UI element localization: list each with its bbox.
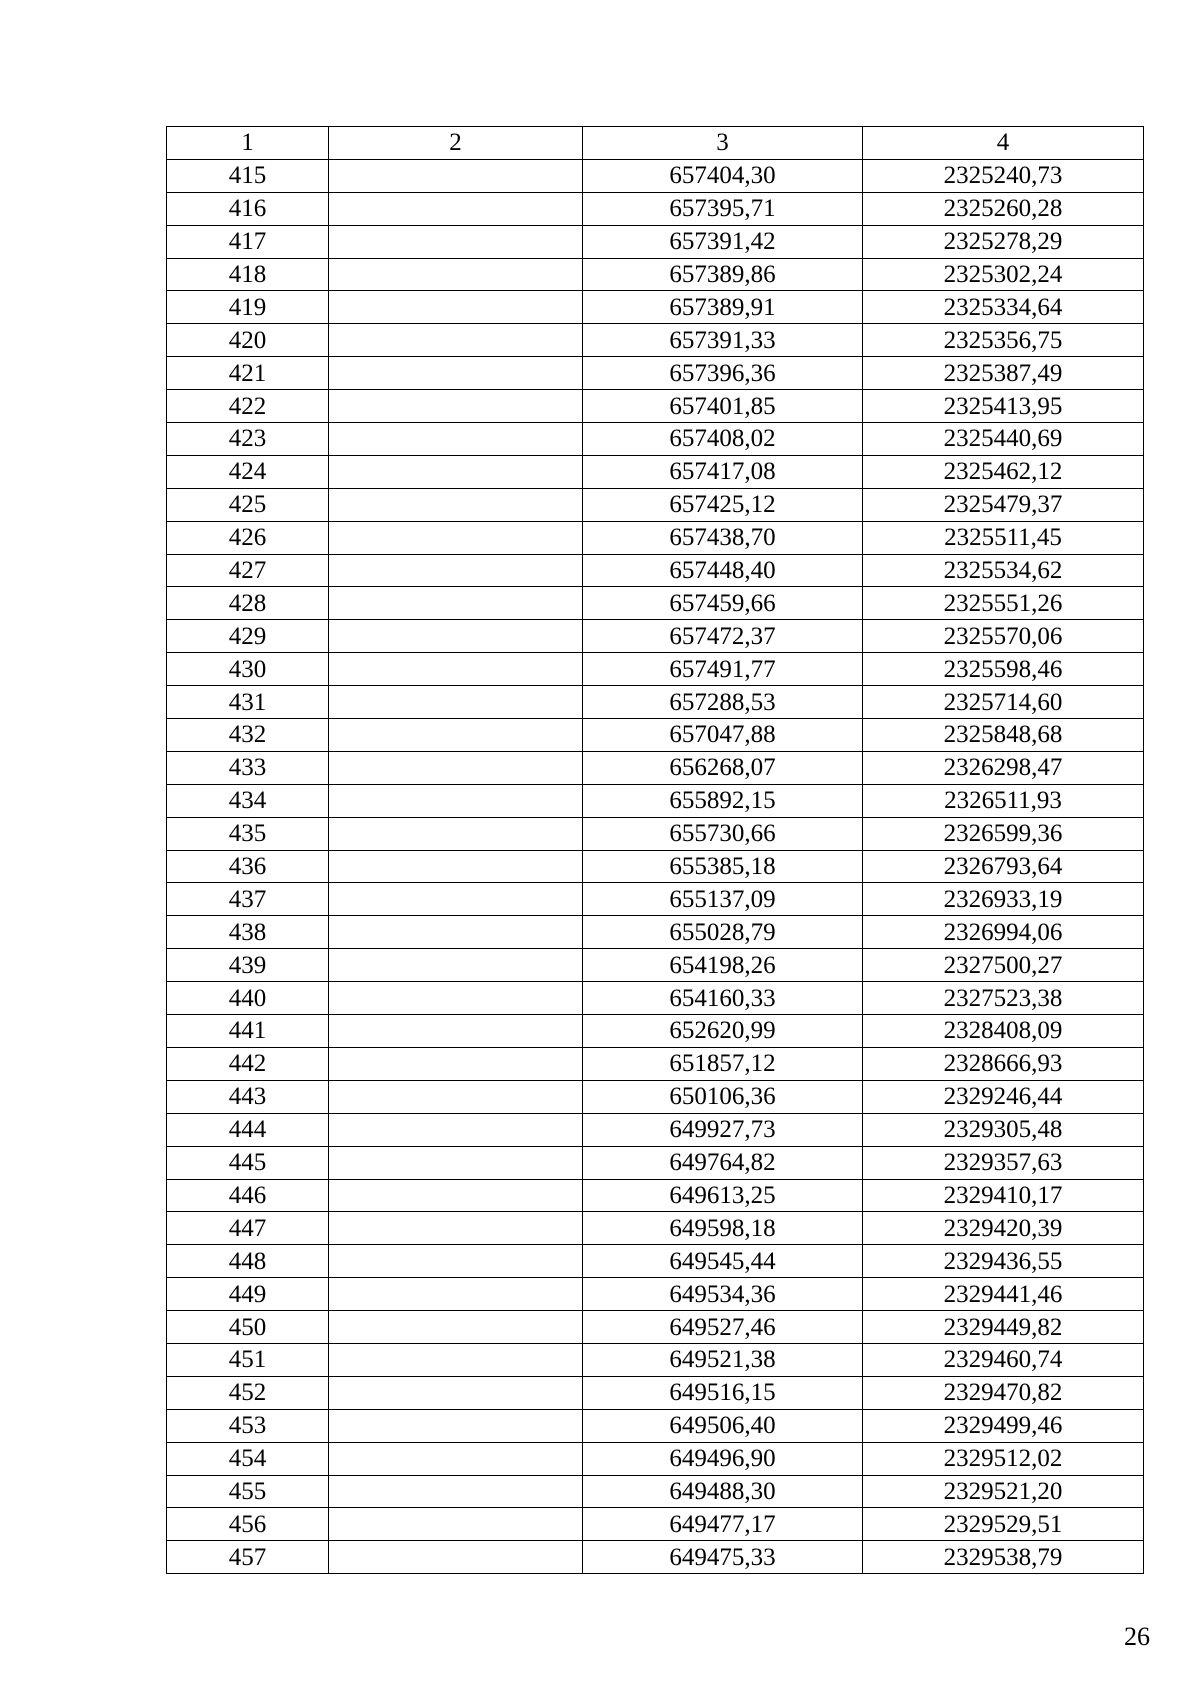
- table-row: [167, 1343, 1144, 1376]
- table-row: [167, 817, 1144, 850]
- point-number-cell: 425: [167, 488, 329, 521]
- point-number-cell: 432: [167, 719, 329, 752]
- point-number-cell: 442: [167, 1047, 329, 1080]
- point-number-cell: 420: [167, 324, 329, 357]
- point-number-cell: 434: [167, 784, 329, 817]
- table-row: [167, 521, 1144, 554]
- point-number-cell: 455: [167, 1475, 329, 1508]
- point-number-cell: 444: [167, 1113, 329, 1146]
- table-row: [167, 1245, 1144, 1278]
- empty-cell: [329, 554, 583, 587]
- page-number: 26: [1124, 1622, 1150, 1651]
- point-number-cell: 437: [167, 883, 329, 916]
- y-coordinate-cell: 2329512,02: [863, 1442, 1144, 1475]
- empty-cell: [329, 883, 583, 916]
- y-coordinate-cell: 2329460,74: [863, 1343, 1144, 1376]
- x-coordinate-cell: 649527,46: [583, 1311, 863, 1344]
- empty-cell: [329, 390, 583, 423]
- x-coordinate-cell: 655730,66: [583, 817, 863, 850]
- point-number-cell: 427: [167, 554, 329, 587]
- x-coordinate-cell: 656268,07: [583, 751, 863, 784]
- y-coordinate-cell: 2325570,06: [863, 620, 1144, 653]
- point-number-cell: 457: [167, 1541, 329, 1574]
- table-row: [167, 225, 1144, 258]
- y-coordinate-cell: 2329499,46: [863, 1409, 1144, 1442]
- point-number-cell: 447: [167, 1212, 329, 1245]
- y-coordinate-cell: 2329410,17: [863, 1179, 1144, 1212]
- point-number-cell: 431: [167, 686, 329, 719]
- empty-cell: [329, 751, 583, 784]
- x-coordinate-cell: 657288,53: [583, 686, 863, 719]
- empty-cell: [329, 620, 583, 653]
- table-row: [167, 1113, 1144, 1146]
- empty-cell: [329, 291, 583, 324]
- table-row: [167, 883, 1144, 916]
- x-coordinate-cell: 657425,12: [583, 488, 863, 521]
- empty-cell: [329, 258, 583, 291]
- y-coordinate-cell: 2326793,64: [863, 850, 1144, 883]
- point-number-cell: 422: [167, 390, 329, 423]
- x-coordinate-cell: 649475,33: [583, 1541, 863, 1574]
- y-coordinate-cell: 2327523,38: [863, 982, 1144, 1015]
- x-coordinate-cell: 649545,44: [583, 1245, 863, 1278]
- y-coordinate-cell: 2325440,69: [863, 423, 1144, 456]
- empty-cell: [329, 1113, 583, 1146]
- y-coordinate-cell: 2329521,20: [863, 1475, 1144, 1508]
- point-number-cell: 448: [167, 1245, 329, 1278]
- table-row: [167, 159, 1144, 192]
- coordinates-table: [166, 126, 1144, 1574]
- empty-cell: [329, 1047, 583, 1080]
- x-coordinate-cell: 657448,40: [583, 554, 863, 587]
- empty-cell: [329, 1245, 583, 1278]
- table-row: [167, 1015, 1144, 1048]
- table-row: [167, 1508, 1144, 1541]
- table-row: [167, 357, 1144, 390]
- empty-cell: [329, 817, 583, 850]
- point-number-cell: 430: [167, 653, 329, 686]
- table-row: [167, 258, 1144, 291]
- table-row: [167, 488, 1144, 521]
- table-row: [167, 423, 1144, 456]
- x-coordinate-cell: 649598,18: [583, 1212, 863, 1245]
- table-row: [167, 949, 1144, 982]
- table-row: [167, 192, 1144, 225]
- table-row: [167, 1080, 1144, 1113]
- y-coordinate-cell: 2326933,19: [863, 883, 1144, 916]
- y-coordinate-cell: 2325260,28: [863, 192, 1144, 225]
- table-row: [167, 291, 1144, 324]
- point-number-cell: 443: [167, 1080, 329, 1113]
- x-coordinate-cell: 649613,25: [583, 1179, 863, 1212]
- table-row: [167, 686, 1144, 719]
- empty-cell: [329, 1179, 583, 1212]
- x-coordinate-cell: 657408,02: [583, 423, 863, 456]
- y-coordinate-cell: 2325240,73: [863, 159, 1144, 192]
- y-coordinate-cell: 2326298,47: [863, 751, 1144, 784]
- table-row: [167, 982, 1144, 1015]
- empty-cell: [329, 357, 583, 390]
- point-number-cell: 446: [167, 1179, 329, 1212]
- x-coordinate-cell: 657391,33: [583, 324, 863, 357]
- table-row: [167, 1212, 1144, 1245]
- x-coordinate-cell: 655028,79: [583, 916, 863, 949]
- table-row: [167, 850, 1144, 883]
- x-coordinate-cell: 657491,77: [583, 653, 863, 686]
- point-number-cell: 433: [167, 751, 329, 784]
- table-row: [167, 620, 1144, 653]
- point-number-cell: 436: [167, 850, 329, 883]
- table-row: [167, 554, 1144, 587]
- x-coordinate-cell: 649534,36: [583, 1278, 863, 1311]
- x-coordinate-cell: 649477,17: [583, 1508, 863, 1541]
- empty-cell: [329, 686, 583, 719]
- empty-cell: [329, 192, 583, 225]
- y-coordinate-cell: 2329420,39: [863, 1212, 1144, 1245]
- x-coordinate-cell: 657396,36: [583, 357, 863, 390]
- point-number-cell: 452: [167, 1376, 329, 1409]
- x-coordinate-cell: 649927,73: [583, 1113, 863, 1146]
- empty-cell: [329, 1541, 583, 1574]
- table-row: [167, 719, 1144, 752]
- x-coordinate-cell: 657389,86: [583, 258, 863, 291]
- empty-cell: [329, 784, 583, 817]
- table-row: [167, 1376, 1144, 1409]
- y-coordinate-cell: 2329529,51: [863, 1508, 1144, 1541]
- y-coordinate-cell: 2325848,68: [863, 719, 1144, 752]
- x-coordinate-cell: 650106,36: [583, 1080, 863, 1113]
- table-header-row: [167, 127, 1144, 160]
- x-coordinate-cell: 657389,91: [583, 291, 863, 324]
- x-coordinate-cell: 657404,30: [583, 159, 863, 192]
- point-number-cell: 450: [167, 1311, 329, 1344]
- point-number-cell: 423: [167, 423, 329, 456]
- point-number-cell: 441: [167, 1015, 329, 1048]
- x-coordinate-cell: 655892,15: [583, 784, 863, 817]
- table-row: [167, 1311, 1144, 1344]
- x-coordinate-cell: 654198,26: [583, 949, 863, 982]
- y-coordinate-cell: 2325356,75: [863, 324, 1144, 357]
- y-coordinate-cell: 2325278,29: [863, 225, 1144, 258]
- empty-cell: [329, 324, 583, 357]
- empty-cell: [329, 488, 583, 521]
- y-coordinate-cell: 2329538,79: [863, 1541, 1144, 1574]
- point-number-cell: 435: [167, 817, 329, 850]
- table-row: [167, 1409, 1144, 1442]
- empty-cell: [329, 159, 583, 192]
- empty-cell: [329, 1409, 583, 1442]
- point-number-cell: 415: [167, 159, 329, 192]
- x-coordinate-cell: 649521,38: [583, 1343, 863, 1376]
- table-row: [167, 1179, 1144, 1212]
- column-header-4: 4: [863, 127, 1144, 160]
- point-number-cell: 445: [167, 1146, 329, 1179]
- empty-cell: [329, 1015, 583, 1048]
- point-number-cell: 417: [167, 225, 329, 258]
- table-row: [167, 916, 1144, 949]
- y-coordinate-cell: 2326599,36: [863, 817, 1144, 850]
- point-number-cell: 421: [167, 357, 329, 390]
- empty-cell: [329, 916, 583, 949]
- empty-cell: [329, 1311, 583, 1344]
- empty-cell: [329, 1080, 583, 1113]
- x-coordinate-cell: 657438,70: [583, 521, 863, 554]
- point-number-cell: 424: [167, 455, 329, 488]
- table-row: [167, 1047, 1144, 1080]
- x-coordinate-cell: 657472,37: [583, 620, 863, 653]
- y-coordinate-cell: 2329470,82: [863, 1376, 1144, 1409]
- point-number-cell: 428: [167, 587, 329, 620]
- table-row: [167, 390, 1144, 423]
- x-coordinate-cell: 657047,88: [583, 719, 863, 752]
- table-row: [167, 324, 1144, 357]
- x-coordinate-cell: 657391,42: [583, 225, 863, 258]
- y-coordinate-cell: 2328408,09: [863, 1015, 1144, 1048]
- point-number-cell: 416: [167, 192, 329, 225]
- y-coordinate-cell: 2325479,37: [863, 488, 1144, 521]
- point-number-cell: 429: [167, 620, 329, 653]
- y-coordinate-cell: 2329305,48: [863, 1113, 1144, 1146]
- y-coordinate-cell: 2325413,95: [863, 390, 1144, 423]
- point-number-cell: 439: [167, 949, 329, 982]
- table-row: [167, 587, 1144, 620]
- column-header-2: 2: [329, 127, 583, 160]
- x-coordinate-cell: 652620,99: [583, 1015, 863, 1048]
- table-row: [167, 1278, 1144, 1311]
- x-coordinate-cell: 657401,85: [583, 390, 863, 423]
- y-coordinate-cell: 2325714,60: [863, 686, 1144, 719]
- y-coordinate-cell: 2329449,82: [863, 1311, 1144, 1344]
- table-row: [167, 653, 1144, 686]
- empty-cell: [329, 1146, 583, 1179]
- empty-cell: [329, 423, 583, 456]
- point-number-cell: 453: [167, 1409, 329, 1442]
- x-coordinate-cell: 657459,66: [583, 587, 863, 620]
- empty-cell: [329, 653, 583, 686]
- empty-cell: [329, 1442, 583, 1475]
- empty-cell: [329, 1212, 583, 1245]
- point-number-cell: 440: [167, 982, 329, 1015]
- empty-cell: [329, 850, 583, 883]
- empty-cell: [329, 1343, 583, 1376]
- y-coordinate-cell: 2329436,55: [863, 1245, 1144, 1278]
- x-coordinate-cell: 651857,12: [583, 1047, 863, 1080]
- point-number-cell: 419: [167, 291, 329, 324]
- x-coordinate-cell: 649488,30: [583, 1475, 863, 1508]
- y-coordinate-cell: 2326994,06: [863, 916, 1144, 949]
- y-coordinate-cell: 2329357,63: [863, 1146, 1144, 1179]
- table-row: [167, 1475, 1144, 1508]
- table-row: [167, 1541, 1144, 1574]
- empty-cell: [329, 1376, 583, 1409]
- y-coordinate-cell: 2325598,46: [863, 653, 1144, 686]
- empty-cell: [329, 1508, 583, 1541]
- y-coordinate-cell: 2325551,26: [863, 587, 1144, 620]
- empty-cell: [329, 982, 583, 1015]
- empty-cell: [329, 455, 583, 488]
- x-coordinate-cell: 649764,82: [583, 1146, 863, 1179]
- y-coordinate-cell: 2328666,93: [863, 1047, 1144, 1080]
- y-coordinate-cell: 2325511,45: [863, 521, 1144, 554]
- y-coordinate-cell: 2326511,93: [863, 784, 1144, 817]
- x-coordinate-cell: 655137,09: [583, 883, 863, 916]
- empty-cell: [329, 587, 583, 620]
- point-number-cell: 438: [167, 916, 329, 949]
- y-coordinate-cell: 2325302,24: [863, 258, 1144, 291]
- table-row: [167, 455, 1144, 488]
- y-coordinate-cell: 2325534,62: [863, 554, 1144, 587]
- empty-cell: [329, 949, 583, 982]
- y-coordinate-cell: 2327500,27: [863, 949, 1144, 982]
- y-coordinate-cell: 2329441,46: [863, 1278, 1144, 1311]
- x-coordinate-cell: 649516,15: [583, 1376, 863, 1409]
- table-row: [167, 751, 1144, 784]
- point-number-cell: 454: [167, 1442, 329, 1475]
- point-number-cell: 451: [167, 1343, 329, 1376]
- x-coordinate-cell: 654160,33: [583, 982, 863, 1015]
- column-header-3: 3: [583, 127, 863, 160]
- table-row: [167, 1146, 1144, 1179]
- x-coordinate-cell: 655385,18: [583, 850, 863, 883]
- y-coordinate-cell: 2329246,44: [863, 1080, 1144, 1113]
- empty-cell: [329, 521, 583, 554]
- y-coordinate-cell: 2325334,64: [863, 291, 1144, 324]
- table-row: [167, 1442, 1144, 1475]
- y-coordinate-cell: 2325387,49: [863, 357, 1144, 390]
- x-coordinate-cell: 657395,71: [583, 192, 863, 225]
- point-number-cell: 426: [167, 521, 329, 554]
- point-number-cell: 418: [167, 258, 329, 291]
- x-coordinate-cell: 649506,40: [583, 1409, 863, 1442]
- column-header-1: 1: [167, 127, 329, 160]
- empty-cell: [329, 1475, 583, 1508]
- x-coordinate-cell: 649496,90: [583, 1442, 863, 1475]
- empty-cell: [329, 719, 583, 752]
- point-number-cell: 456: [167, 1508, 329, 1541]
- x-coordinate-cell: 657417,08: [583, 455, 863, 488]
- table-body: [167, 159, 1144, 1573]
- empty-cell: [329, 1278, 583, 1311]
- empty-cell: [329, 225, 583, 258]
- point-number-cell: 449: [167, 1278, 329, 1311]
- table-row: [167, 784, 1144, 817]
- y-coordinate-cell: 2325462,12: [863, 455, 1144, 488]
